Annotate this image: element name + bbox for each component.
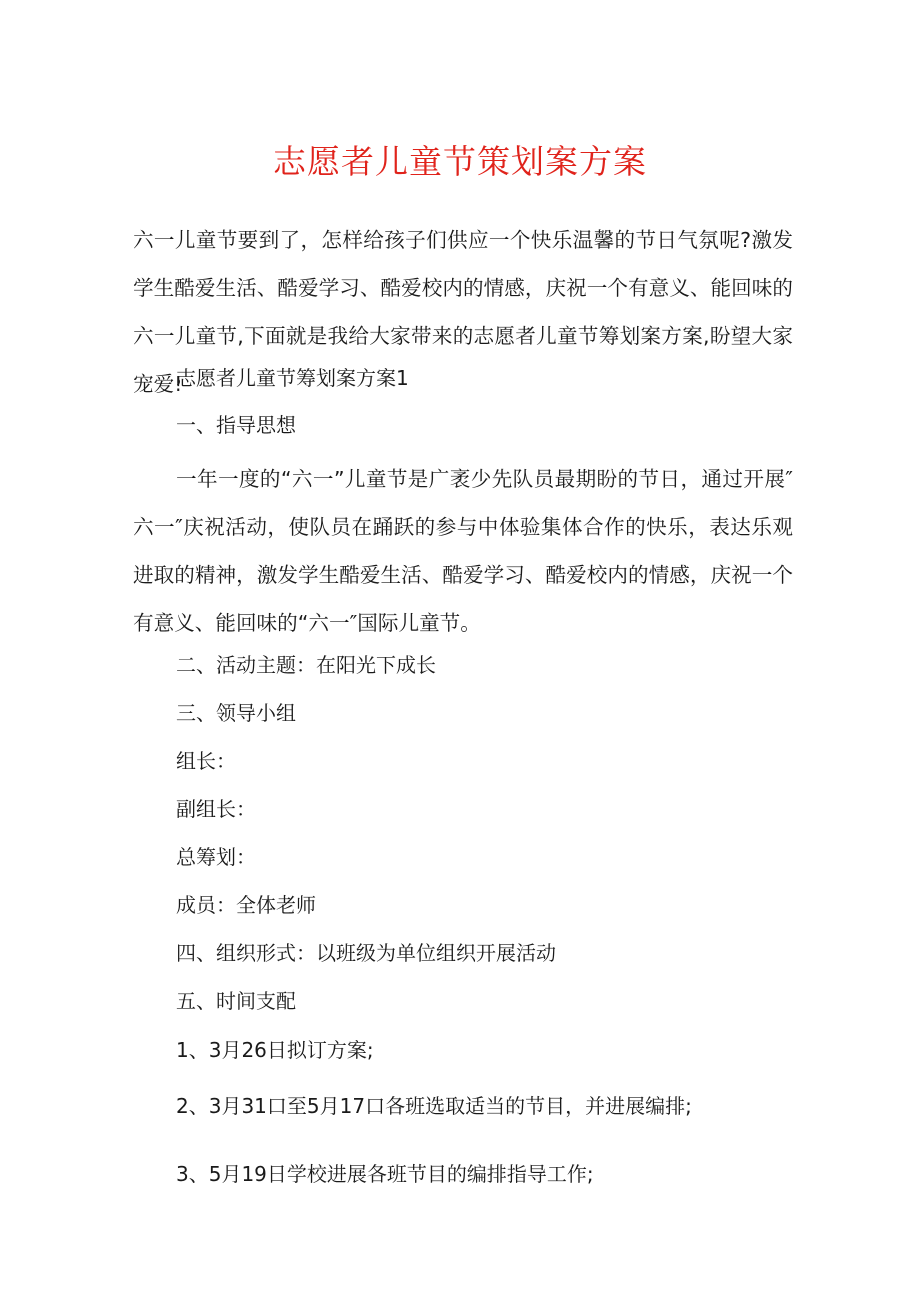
schedule-item: 2、3月31口至5月17口各班选取适当的节目，并进展编排; (176, 1094, 692, 1118)
document-title: 志愿者儿童节策划案方案 (273, 142, 647, 181)
intro-paragraph: 六一儿童节要到了，怎样给孩子们供应一个快乐温馨的节日气氛呢?激发学生酷爱生活、酷爱学习、酷爱校内的情感，庆祝一个有意义、能回味的六一儿童节,下面就是我给大家带来的志愿者儿童节筹划案方案,盼望大家宠爱! (133, 228, 793, 396)
members-line: 成员：全体老师 (176, 893, 316, 917)
section-1-paragraph: 一年一度的“六一”儿童节是广袤少先队员最期盼的节日，通过开展″六一″庆祝活动，使队员在踊跃的参与中体验集体合作的快乐，表达乐观进取的精神，激发学生酷爱生活、酷爱学习、酷爱校内的情感，庆祝一个有意义、能回味的“六一″国际儿童节。 (133, 467, 793, 635)
section-4-heading: 四、组织形式：以班级为单位组织开展活动 (176, 941, 556, 965)
planner-line: 总筹划： (176, 845, 256, 869)
schedule-item: 3、5月19日学校进展各班节目的编排指导工作; (176, 1162, 594, 1186)
section-5-heading: 五、时间支配 (176, 989, 296, 1013)
vice-leader-line: 副组长： (176, 797, 256, 821)
schedule-item: 1、3月26日拟订方案; (176, 1038, 374, 1062)
section-3-heading: 三、领导小组 (176, 701, 296, 725)
section-2-heading: 二、活动主题：在阳光下成长 (176, 653, 436, 677)
leader-line: 组长： (176, 749, 236, 773)
plan-heading: 志愿者儿童节筹划案方案1 (176, 366, 409, 390)
section-1-heading: 一、指导思想 (176, 413, 296, 437)
